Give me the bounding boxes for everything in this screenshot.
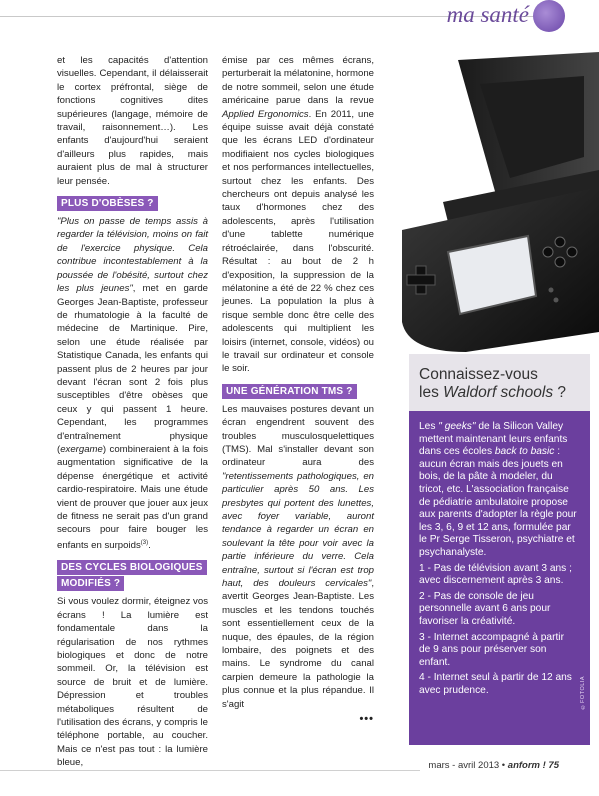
continued-marker: ••• — [359, 713, 374, 726]
handheld-console-image — [388, 52, 599, 352]
text: émise par ces mêmes écrans, perturberait la mélatonine, hormone de notre sommeil, selon une étude américaine parue dans la revue — [222, 55, 374, 107]
magazine-name: anform ! — [507, 760, 546, 771]
footnote-ref: (3) — [140, 539, 149, 546]
text: ) combineraient à la fois augmentation significative de la dépense énergétique et activité cardio-respiratoire. Mais une étude vient de prouver que jouer aux jeux de fitness ne serait pas d'un grand secours pour faire bouger les enfants en surpoids — [57, 443, 208, 551]
sidebar-title-line — [419, 384, 582, 402]
text: ? — [553, 384, 567, 401]
page-number: 75 — [545, 760, 559, 771]
article-column-1 — [57, 54, 208, 770]
paragraph: et les capacités d'attention visuelles. Cependant, il délaisserait le cortex préfrontal, siège de fonctions cognitives dites supérieures (langage, mémoire de travail, raisonnement…). Les enfants d'aujourd'hui seraient d'ailleurs plus rapides, mais auraient plus de mal à structurer leur pensée. — [57, 55, 208, 187]
text: les — [419, 384, 444, 401]
rule-item: 1 - Pas de télévision avant 3 ans ; avec discernement après 3 ans. — [419, 562, 572, 587]
sidebar-title-line: Connaissez-vous — [419, 366, 538, 383]
school-name: Waldorf schools — [443, 384, 554, 401]
article-column-2 — [222, 54, 374, 727]
rule-item: 2 - Pas de console de jeu personnelle avant 6 ans pour favoriser la créativité. — [419, 590, 551, 627]
subheading-obesity: PLUS D'OBÈSES ? — [57, 196, 158, 211]
text: : aucun écran mais des jouets en bois, de la pâte à modeler, du tricot, etc. L'association française de pédiatrie ambulatoire propose aux parents d'adopter la règle pour les 3, 6, 9 et 12 ans, formulée par le Pr Serge Tisseron, psychiatre et psychanalyste. — [419, 446, 577, 558]
quote: "Plus on passe de temps assis à regarder la télévision, moins on fait de l'exercice physique. Cela contribue incontestablement à la poussée de l'obésité, surtout chez les plus jeunes" — [57, 216, 208, 295]
sidebar-body — [409, 411, 590, 697]
text: Les — [419, 421, 439, 432]
subheading-line: MODIFIÉS ? — [57, 576, 124, 591]
paragraph — [222, 54, 374, 376]
rule-item: 4 - Internet seul à partir de 12 ans avec prudence. — [419, 672, 572, 696]
page-footer — [428, 760, 559, 771]
paragraph — [222, 403, 374, 711]
term: " geeks" — [438, 421, 476, 432]
quote: "retentissements pathologiques, en particulier après 50 ans. Les presbytes qui portent des lunettes, avec foyer variable, auront tendance à regarder un écran en soulevant la tête pour voir avec la partie inférieure du verre. Cela entraîne, surtout si l'écran est trop haut, des douleurs cervicales" — [222, 470, 374, 590]
term: exergame — [60, 443, 103, 455]
photo-credit: ©FOTOLIA — [580, 675, 586, 709]
text: , avertit Georges Jean-Baptiste. Les muscles et les tendons touchés sont essentiellement ceux de la nuque, des épaules, de la région lombaire, des poignets et des mains. Le syndrome du canal carpien demeure la pathologie la plus connue et la plus répandue. Il s'agit — [222, 578, 374, 710]
sidebar-title — [409, 354, 590, 411]
section-rubric — [447, 0, 563, 30]
text: , met en garde Georges Jean-Baptiste, professeur de rhumatologie à la faculté de médecine de Martinique. Pire, selon une étude réalisée par Statistique Canada, les enfants qui passent plus de 2 heures par jour devant l'écran sont 2 fois plus susceptibles d'être obèses que ceux y qui passent 1 heure. Cependant, les programmes d'entraînement physique ( — [57, 283, 208, 455]
journal-name: Applied Ergonomics — [222, 108, 309, 120]
paragraph — [419, 421, 578, 560]
paragraph — [57, 215, 208, 552]
subheading-tms: UNE GÉNÉRATION TMS ? — [222, 384, 357, 399]
text: Les mauvaises postures devant un écran engendrent souvent des troubles musculosquelettiques (TMS). Mal s'installer devant son ordinateur aura des — [222, 403, 374, 469]
rule-item: 3 - Internet accompagné à partir de 9 ans pour préserver son enfant. — [419, 631, 564, 668]
text: . — [148, 540, 151, 551]
footer-rule — [0, 770, 420, 771]
subheading-line: DES CYCLES BIOLOGIQUES — [57, 560, 207, 575]
rubric-circle-icon — [533, 0, 565, 32]
subheading-cycles — [57, 560, 208, 591]
text: de la Silicon Valley mettent maintenant leurs enfants dans ces écoles — [419, 421, 568, 458]
paragraph: Si vous voulez dormir, éteignez vos écrans ! La lumière est fondamentale dans la régularisation de nos rythmes biologiques et donc de notre sommeil. Or, la télévision est source de bruit et de lumière. Dépression et troubles métaboliques résultent de l'utilisation des écrans, y compris le téléphone portable, au coucher. Mais ce n'est pas tout : la lumière bleue, — [57, 596, 208, 769]
term: back to basic — [494, 446, 555, 458]
rubric-label: ma santé — [446, 2, 529, 27]
sidebar-box — [409, 354, 590, 745]
text: . En 2011, une équipe suisse avait déjà constaté que les écrans LED d'ordinateur modifiaient nos cycles biologiques et nos performances intellectuelles, surtout chez les enfants. Des chercheurs ont depuis analysé les taux d'hormones chez des adolescents, après l'utilisation d'une tablette numérique rétroéclairée, dans l'obscurité. Résultat : au bout de 2 h d'exposition, la suppression de la mélatonine a été de 22 % chez ces jeunes. La population la plus à risque semble donc être celle des adolescents qui multiplient les loisirs (internet, console, vidéos) ou le travail sur ordinateur et console le soir. — [222, 108, 375, 375]
issue-date: mars - avril 2013 • — [428, 760, 508, 771]
